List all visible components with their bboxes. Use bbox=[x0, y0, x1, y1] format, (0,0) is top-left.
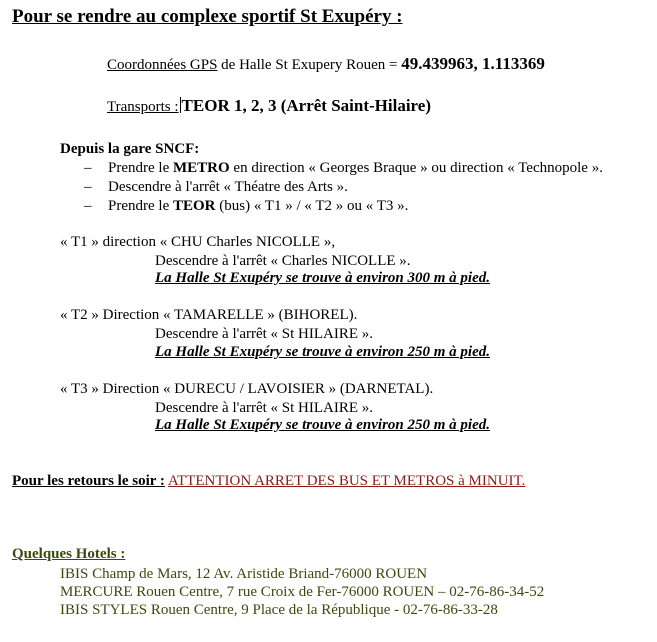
t2-line: « T2 » Direction « TAMARELLE » (BIHOREL). bbox=[60, 307, 358, 323]
bullet-dash: – bbox=[84, 179, 92, 195]
t1-stop: Descendre à l'arrêt « Charles NICOLLE ». bbox=[155, 253, 411, 269]
step3-post: (bus) « T1 » / « T2 » ou « T3 ». bbox=[215, 198, 409, 214]
step1-metro: METRO bbox=[172, 160, 230, 176]
text-cursor bbox=[180, 97, 181, 113]
gps-value: 49.439963, 1.113369 bbox=[401, 54, 545, 73]
hotel-item: IBIS STYLES Rouen Centre, 9 Place de la République - 02-76-86-33-28 bbox=[60, 602, 498, 618]
retours-line bbox=[12, 473, 525, 490]
bullet-dash: – bbox=[84, 198, 92, 214]
t3-line: « T3 » Direction « DURECU / LAVOISIER » (DARNETAL). bbox=[60, 381, 434, 397]
retours-warning: ATTENTION ARRET DES BUS ET METROS à MINUIT. bbox=[167, 473, 526, 489]
gps-line bbox=[107, 54, 545, 74]
bullet-dash: – bbox=[84, 160, 92, 176]
step3-teor: TEOR bbox=[172, 198, 216, 214]
gare-heading: Depuis la gare SNCF: bbox=[60, 141, 200, 157]
transports-line bbox=[107, 96, 431, 116]
transports-value: TEOR 1, 2, 3 (Arrêt Saint-Hilaire) bbox=[181, 96, 432, 115]
step2-text: Descendre à l'arrêt « Théatre des Arts ». bbox=[108, 179, 348, 195]
t3-note: La Halle St Exupéry se trouve à environ 250 m à pied. bbox=[155, 417, 490, 433]
retours-label: Pour les retours le soir : bbox=[12, 473, 165, 489]
gare-step-3 bbox=[84, 198, 408, 215]
t2-stop: Descendre à l'arrêt « St HILAIRE ». bbox=[155, 326, 374, 342]
t1-line: « T1 » direction « CHU Charles NICOLLE », bbox=[60, 234, 336, 250]
hotels-heading: Quelques Hotels : bbox=[12, 546, 126, 562]
gps-text: de Halle St Exupery Rouen = bbox=[217, 57, 402, 73]
step1-post: en direction « Georges Braque » ou direction « Technopole ». bbox=[229, 160, 603, 176]
step1-pre: Prendre le bbox=[108, 160, 173, 176]
hotel-item: MERCURE Rouen Centre, 7 rue Croix de Fer-76000 ROUEN – 02-76-86-34-52 bbox=[60, 584, 545, 600]
hotel-item: IBIS Champ de Mars, 12 Av. Aristide Briand-76000 ROUEN bbox=[60, 566, 428, 582]
t1-note: La Halle St Exupéry se trouve à environ 300 m à pied. bbox=[155, 270, 490, 286]
transports-label: Transports : bbox=[107, 99, 179, 115]
t3-stop: Descendre à l'arrêt « St HILAIRE ». bbox=[155, 400, 374, 416]
gare-step-1 bbox=[84, 160, 603, 177]
gps-label: Coordonnées GPS bbox=[107, 57, 218, 73]
step3-pre: Prendre le bbox=[108, 198, 173, 214]
page-title: Pour se rendre au complexe sportif St Exupéry : bbox=[12, 6, 403, 27]
t2-note: La Halle St Exupéry se trouve à environ 250 m à pied. bbox=[155, 344, 490, 360]
gare-step-2 bbox=[84, 179, 348, 196]
